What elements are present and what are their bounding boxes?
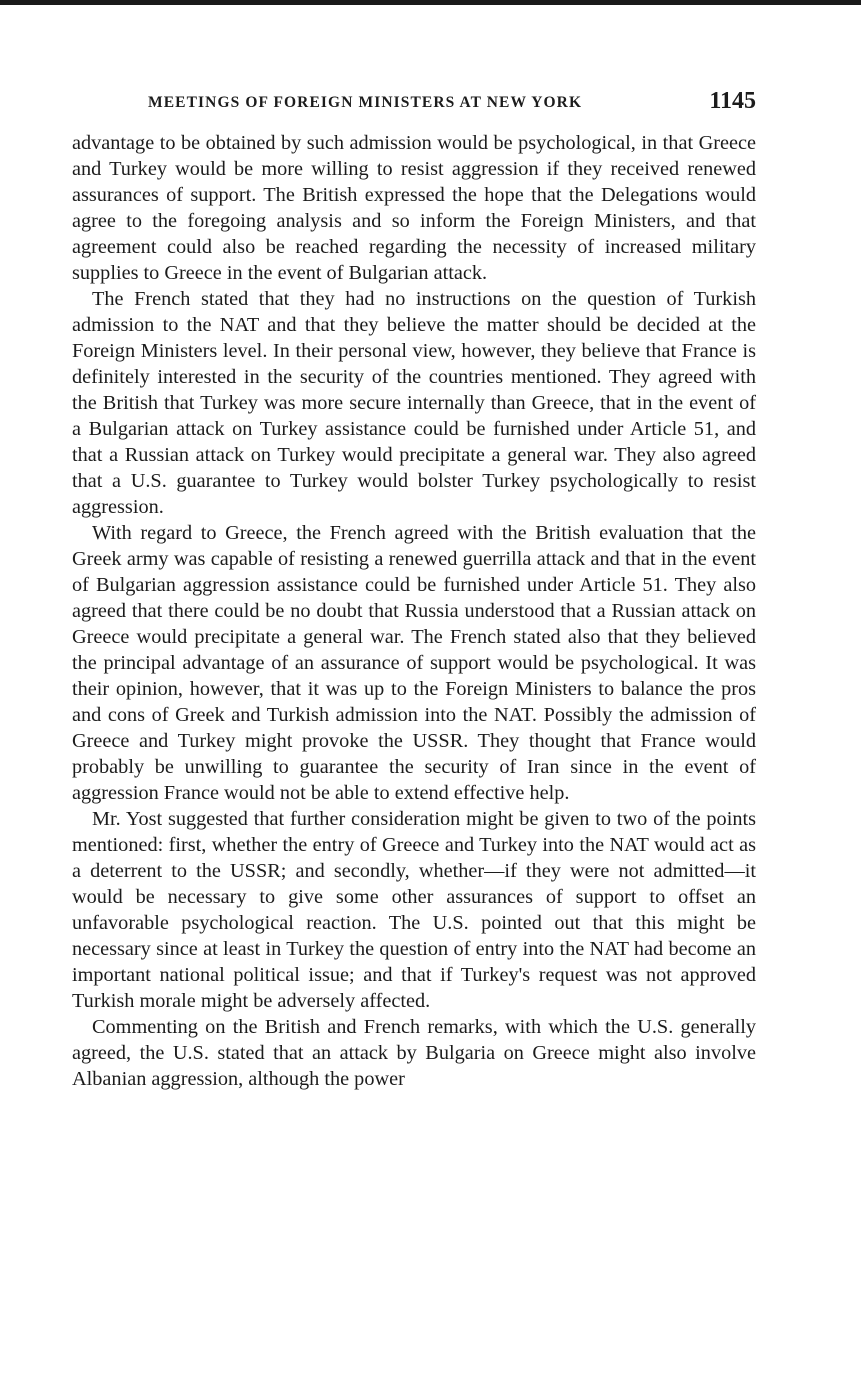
body-text — [72, 130, 756, 1092]
document-page — [72, 88, 756, 1092]
paragraph-french-turkey: The French stated that they had no instructions on the question of Turkish admission to the NAT and that they believe the matter should be decided at the Foreign Ministers level. In their personal view, however, they believe that France is definitely interested in the security of the countries mentioned. They agreed with the British that Turkey was more secure internally than Greece, that in the event of a Bulgarian attack on Turkey assistance could be furnished under Article 51, and that a Russian attack on Turkey would precipitate a general war. They also agreed that a U.S. guarantee to Turkey would bolster Turkey psychologically to resist aggression. — [72, 288, 756, 518]
page-number: 1145 — [709, 88, 756, 114]
paragraph-french-greece: With regard to Greece, the French agreed with the British evaluation that the Greek army was capable of resisting a renewed guerrilla attack and that in the event of Bulgarian aggression assistance could be furnished under Article 51. They also agreed that there could be no doubt that Russia understood that a Russian attack on Greece would precipitate a general war. The French stated also that they believed the principal advantage of an assurance of support would be psychological. It was their opinion, however, that it was up to the Foreign Ministers to balance the pros and cons of Greek and Turkish admission into the NAT. Possibly the admission of Greece and Turkey might provoke the USSR. They thought that France would probably be unwilling to guarantee the security of Iran since in the event of aggression France would not be able to extend effective help. — [72, 522, 756, 804]
paragraph-mr-yost: Mr. Yost suggested that further consideration might be given to two of the points mentioned: first, whether the entry of Greece and Turkey into the NAT would act as a deterrent to the USSR; and secondly, whether—if they were not admitted—it would be necessary to give some other assurances of support to offset an unfavorable psychological reaction. The U.S. pointed out that this might be necessary since at least in Turkey the question of entry into the NAT had become an important national political issue; and that if Turkey's request was not approved Turkish morale might be adversely affected. — [72, 808, 756, 1012]
paragraph-continued: advantage to be obtained by such admission would be psychological, in that Greece and Turkey would be more willing to resist aggression if they received renewed assurances of support. The British expressed the hope that the Delegations would agree to the foregoing analysis and so inform the Foreign Ministers, and that agreement could also be reached regarding the necessity of increased military supplies to Greece in the event of Bulgarian attack. — [72, 132, 756, 284]
running-title: MEETINGS OF FOREIGN MINISTERS AT NEW YORK — [148, 94, 583, 111]
paragraph-us-comment: Commenting on the British and French remarks, with which the U.S. generally agreed, the U.S. stated that an attack by Bulgaria on Greece might also involve Albanian aggression, although the power — [72, 1016, 756, 1090]
running-head — [72, 88, 756, 122]
top-border-rule — [0, 0, 861, 5]
